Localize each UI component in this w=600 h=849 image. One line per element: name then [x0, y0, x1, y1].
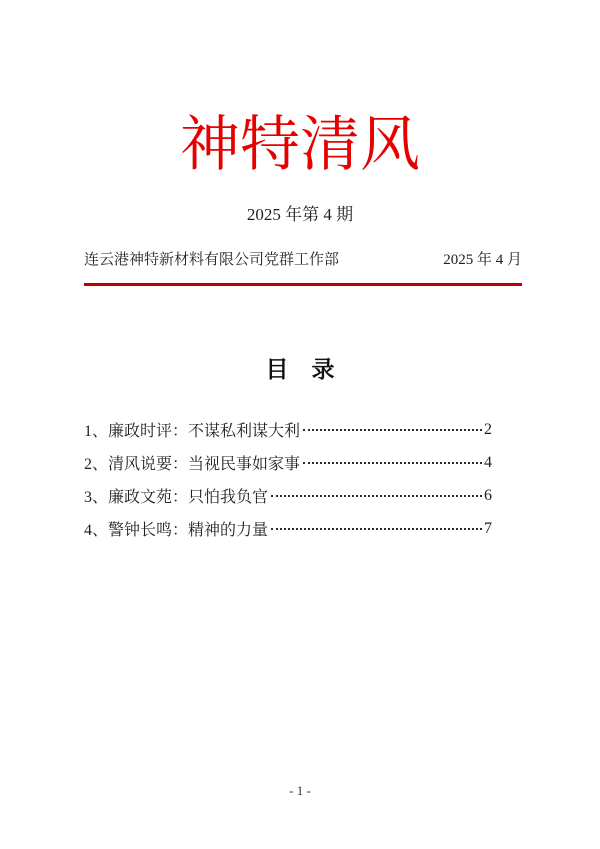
dot-leader	[303, 462, 482, 464]
publisher-name: 连云港神特新材料有限公司党群工作部	[84, 252, 340, 268]
toc-item-label: 2、清风说要：当视民事如家事	[84, 456, 301, 473]
publication-date: 2025 年 4 月	[443, 252, 522, 268]
page-number: - 1 -	[289, 783, 311, 798]
toc-title: 目 录	[265, 357, 335, 382]
toc-item-page: 7	[484, 519, 492, 537]
dot-leader	[271, 528, 482, 530]
dot-leader	[271, 495, 482, 497]
toc-item-label: 3、廉政文苑：只怕我负官	[84, 489, 269, 506]
publication-info-row	[84, 250, 522, 270]
issue-number: 2025 年第 4 期	[246, 205, 354, 224]
toc-item-label: 4、警钟长鸣：精神的力量	[84, 522, 269, 539]
toc-item-page: 6	[484, 486, 492, 504]
divider-rule	[84, 283, 522, 286]
newsletter-title: 神特清风	[180, 112, 420, 178]
toc-item-label: 1、廉政时评：不谋私利谋大利	[84, 423, 301, 440]
dot-leader	[303, 429, 482, 431]
toc-item	[84, 446, 492, 479]
toc-item	[84, 413, 492, 446]
toc-item-page: 2	[484, 420, 492, 438]
toc-list	[84, 413, 492, 545]
toc-item	[84, 512, 492, 545]
toc-item-page: 4	[484, 453, 492, 471]
toc-item	[84, 479, 492, 512]
